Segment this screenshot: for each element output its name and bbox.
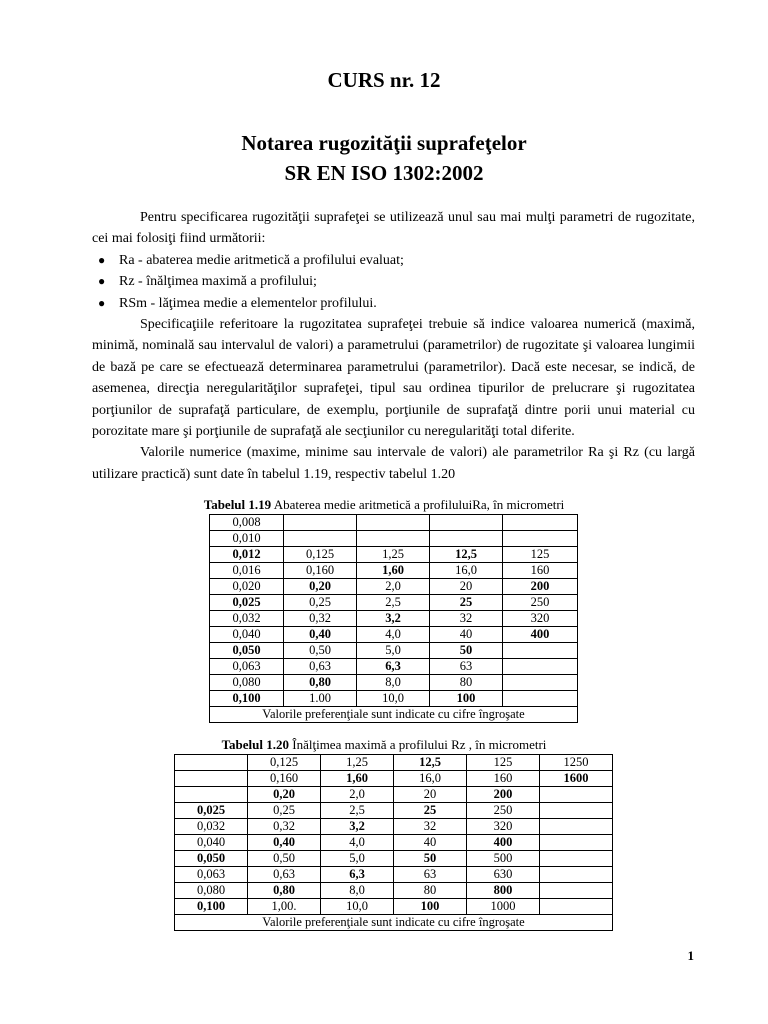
bullet-icon: ● [98, 274, 106, 289]
table-note: Valorile preferenţiale sunt indicate cu cifre îngroşate [210, 707, 578, 723]
table-cell [357, 531, 430, 547]
table-cell: 0,008 [210, 515, 284, 531]
table-cell: 0,80 [248, 883, 321, 899]
values-paragraph: Valorile numerice (maxime, minime sau intervale de valori) ale parametrilor Ra şi Rz (cu largă utilizare practică) sunt date în tabelul 1.19, respectiv tabelul 1.20 [92, 445, 695, 482]
table-cell: 1,60 [357, 563, 430, 579]
table-cell [430, 531, 503, 547]
table-1-20-caption-label: Tabelul 1.20 [221, 737, 290, 752]
table-cell: 3,2 [357, 611, 430, 627]
table-cell: 8,0 [321, 883, 394, 899]
table-cell [430, 515, 503, 531]
body-text [92, 207, 695, 485]
table-cell: 0,63 [248, 867, 321, 883]
table-row [210, 515, 578, 531]
table-cell [540, 867, 613, 883]
table-cell: 6,3 [357, 659, 430, 675]
table-cell: 0,50 [248, 851, 321, 867]
table-cell: 125 [467, 755, 540, 771]
table-cell: 0,100 [210, 691, 284, 707]
table-cell: 32 [430, 611, 503, 627]
table-row [175, 803, 613, 819]
table-cell: 0,160 [284, 563, 357, 579]
table-cell: 100 [394, 899, 467, 915]
table-row [210, 659, 578, 675]
table-cell [540, 787, 613, 803]
table-cell: 4,0 [357, 627, 430, 643]
table-cell: 40 [430, 627, 503, 643]
table-cell: 160 [503, 563, 578, 579]
table-cell [503, 675, 578, 691]
title-line-1: Notarea rugozităţii suprafeţelor [241, 131, 527, 155]
table-cell: 0,80 [284, 675, 357, 691]
table-row [210, 595, 578, 611]
table-cell: 1,00. [248, 899, 321, 915]
course-title: CURS nr. 12 [327, 68, 441, 92]
table-1-19-caption-label: Tabelul 1.19 [203, 497, 272, 512]
table-cell: 20 [430, 579, 503, 595]
table-row [175, 851, 613, 867]
table-1-19-caption-text: Abaterea medie aritmetică a profiluluiRa, în micrometri [271, 497, 565, 512]
table-cell: 1,25 [357, 547, 430, 563]
table-cell: 50 [394, 851, 467, 867]
table-cell: 0,050 [175, 851, 248, 867]
table-cell: 3,2 [321, 819, 394, 835]
table-row [175, 755, 613, 771]
table-cell: 0,20 [248, 787, 321, 803]
table-cell: 0,020 [210, 579, 284, 595]
table-cell: 63 [394, 867, 467, 883]
table-cell: 25 [430, 595, 503, 611]
table-cell [503, 515, 578, 531]
table-cell: 400 [503, 627, 578, 643]
table-cell: 5,0 [321, 851, 394, 867]
table-cell: 1600 [540, 771, 613, 787]
table-row [210, 611, 578, 627]
page-title [0, 128, 768, 188]
table-row [210, 627, 578, 643]
table-cell: 400 [467, 835, 540, 851]
table-cell: 0,40 [284, 627, 357, 643]
table-row [210, 579, 578, 595]
table-cell: 2,5 [321, 803, 394, 819]
table-cell: 320 [467, 819, 540, 835]
table-cell: 200 [503, 579, 578, 595]
list-item-text: RSm - lăţimea medie a elementelor profilului. [119, 295, 377, 311]
table-1-19-caption [0, 497, 768, 513]
table-cell: 0,125 [284, 547, 357, 563]
table-1-20-caption [0, 737, 768, 753]
table-cell: 2,5 [357, 595, 430, 611]
table-cell: 10,0 [357, 691, 430, 707]
table-row [210, 675, 578, 691]
table-cell: 25 [394, 803, 467, 819]
table-cell: 0,063 [175, 867, 248, 883]
page-number: 1 [687, 948, 694, 963]
table-cell: 250 [467, 803, 540, 819]
table-cell: 0,20 [284, 579, 357, 595]
table-cell: 0,040 [175, 835, 248, 851]
table-cell [540, 883, 613, 899]
table-cell: 0,25 [284, 595, 357, 611]
table-cell: 0,32 [284, 611, 357, 627]
bullet-icon: ● [98, 252, 106, 267]
table-cell: 0,63 [284, 659, 357, 675]
list-item [92, 250, 695, 271]
table-cell: 16,0 [394, 771, 467, 787]
list-item [92, 293, 695, 314]
table-cell: 630 [467, 867, 540, 883]
table-cell [503, 531, 578, 547]
table-1-20 [174, 754, 613, 931]
table-cell: 0,160 [248, 771, 321, 787]
table-cell: 1,25 [321, 755, 394, 771]
table-row [175, 883, 613, 899]
table-cell: 0,050 [210, 643, 284, 659]
table-cell: 0,25 [248, 803, 321, 819]
table-cell [357, 515, 430, 531]
table-cell: 4,0 [321, 835, 394, 851]
table-cell: 0,032 [175, 819, 248, 835]
table-cell [540, 819, 613, 835]
table-cell: 32 [394, 819, 467, 835]
table-cell: 63 [430, 659, 503, 675]
table-cell: 8,0 [357, 675, 430, 691]
table-cell: 0,010 [210, 531, 284, 547]
table-cell: 125 [503, 547, 578, 563]
table-cell: 0,080 [175, 883, 248, 899]
table-cell: 320 [503, 611, 578, 627]
table-cell [175, 771, 248, 787]
table-cell [540, 803, 613, 819]
table-cell: 0,50 [284, 643, 357, 659]
table-row [175, 771, 613, 787]
table-cell: 0,025 [175, 803, 248, 819]
table-row [175, 867, 613, 883]
table-cell: 160 [467, 771, 540, 787]
table-cell: 0,040 [210, 627, 284, 643]
table-row [210, 531, 578, 547]
table-cell: 500 [467, 851, 540, 867]
table-note: Valorile preferenţiale sunt indicate cu cifre îngroşate [175, 915, 613, 931]
table-cell: 50 [430, 643, 503, 659]
table-cell: 12,5 [430, 547, 503, 563]
table-cell: 200 [467, 787, 540, 803]
table-cell: 1250 [540, 755, 613, 771]
table-cell: 80 [394, 883, 467, 899]
table-cell [503, 691, 578, 707]
table-row [175, 899, 613, 915]
table-cell: 16,0 [430, 563, 503, 579]
table-cell [540, 899, 613, 915]
table-cell: 0,012 [210, 547, 284, 563]
table-cell: 6,3 [321, 867, 394, 883]
table-cell: 0,063 [210, 659, 284, 675]
table-cell: 0,100 [175, 899, 248, 915]
table-1-20-caption-text: Înălţimea maximă a profilului Rz , în micrometri [289, 737, 547, 752]
table-row [210, 547, 578, 563]
table-cell [540, 851, 613, 867]
table-cell [284, 531, 357, 547]
table-row [175, 787, 613, 803]
table-cell [540, 835, 613, 851]
table-cell: 0,125 [248, 755, 321, 771]
table-cell: 0,025 [210, 595, 284, 611]
table-cell: 40 [394, 835, 467, 851]
table-cell [284, 515, 357, 531]
title-line-2: SR EN ISO 1302:2002 [284, 161, 484, 185]
bullet-icon: ● [98, 295, 106, 310]
table-cell: 1000 [467, 899, 540, 915]
table-row [210, 643, 578, 659]
table-cell: 1.00 [284, 691, 357, 707]
table-row [210, 563, 578, 579]
table-cell: 0,016 [210, 563, 284, 579]
table-row [175, 819, 613, 835]
specification-paragraph: Specificaţiile referitoare la rugozitatea suprafeţei trebuie să indice valoarea numerică (maximă, minimă, nominală sau intervalul de valori) a parametrului (parametrilor) de rugozitate şi valoarea lungimii de bază pe care se efectuează determinarea parametrului (parametrilor). Dacă este necesar, se indică, de asemenea, direcţia neregularităţilor suprafeţei, tipul sau ordinea tipurilor de prelucrare şi rugozitatea porţiunilor de suprafaţă particulare, de exemplu, porţiunile de suprafaţă dintre porii unui material cu porozitate mare şi porţiunile de suprafaţă ale secţiunilor cu neregularităţi total diferite. [92, 317, 695, 440]
table-cell: 0,40 [248, 835, 321, 851]
table-cell: 12,5 [394, 755, 467, 771]
table-cell: 2,0 [321, 787, 394, 803]
table-cell [175, 787, 248, 803]
table-cell: 0,080 [210, 675, 284, 691]
table-cell: 250 [503, 595, 578, 611]
table-cell: 80 [430, 675, 503, 691]
table-cell: 100 [430, 691, 503, 707]
table-cell [503, 659, 578, 675]
table-cell [175, 755, 248, 771]
parameter-list [92, 250, 695, 314]
intro-paragraph: Pentru specificarea rugozităţii suprafeţei se utilizează unul sau mai mulţi parametri de rugozitate, cei mai folosiţi fiind următorii: [92, 210, 695, 247]
table-cell: 1,60 [321, 771, 394, 787]
list-item [92, 271, 695, 292]
table-1-19 [209, 514, 578, 723]
table-cell: 0,032 [210, 611, 284, 627]
table-cell: 2,0 [357, 579, 430, 595]
table-row [210, 691, 578, 707]
table-cell: 20 [394, 787, 467, 803]
table-note-row [210, 707, 578, 723]
table-cell: 800 [467, 883, 540, 899]
table-cell: 5,0 [357, 643, 430, 659]
table-note-row [175, 915, 613, 931]
table-row [175, 835, 613, 851]
table-cell: 10,0 [321, 899, 394, 915]
list-item-text: Ra - abaterea medie aritmetică a profilului evaluat; [119, 252, 404, 268]
list-item-text: Rz - înălţimea maximă a profilului; [119, 274, 317, 290]
table-cell: 0,32 [248, 819, 321, 835]
table-cell [503, 643, 578, 659]
